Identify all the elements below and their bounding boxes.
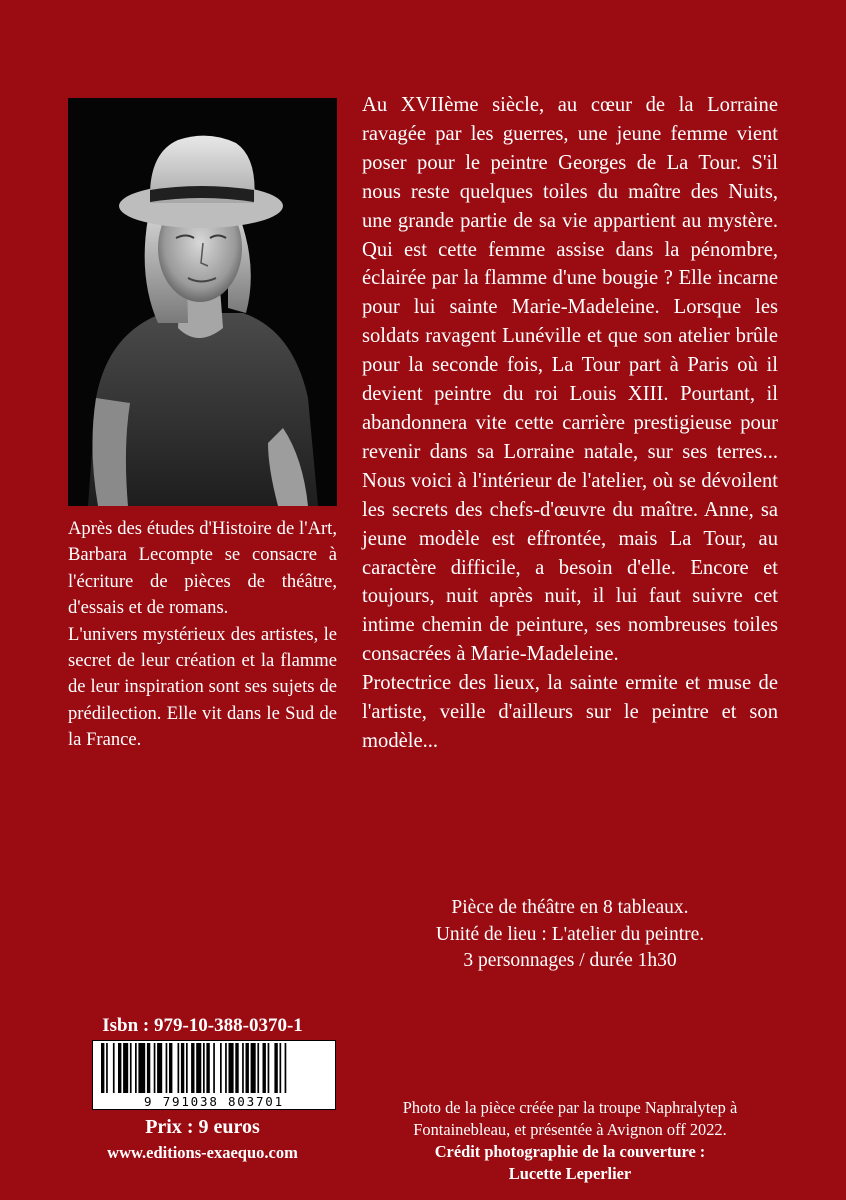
barcode-bars [93,1041,335,1095]
publisher-website: www.editions-exaequo.com [107,1143,298,1162]
play-info-line: Pièce de théâtre en 8 tableaux. [451,897,689,918]
barcode-bar [186,1043,188,1093]
author-portrait-illustration [68,98,337,506]
barcode-bar [246,1043,249,1093]
barcode-bar [225,1043,227,1093]
cover-credit-name: Lucette Leperlier [508,1164,632,1183]
barcode-bar [196,1043,201,1093]
barcode-bar [118,1043,121,1093]
barcode-bar [203,1043,205,1093]
play-info [362,895,778,975]
barcode-bar [130,1043,132,1093]
play-info-line: Unité de lieu : L'atelier du peintre. [435,923,705,945]
barcode-bar [268,1043,270,1093]
barcode-bar [274,1043,277,1093]
cover-credit-label: Crédit photographie de la couverture : [434,1142,706,1161]
barcode-bar [166,1043,168,1093]
barcode-bar [235,1043,238,1093]
barcode-bar [263,1043,266,1093]
photo-note: Photo de la pièce créée par la troupe Naphralytep à Fontainebleau, et présentée à Avignon off 2022. [402,1098,738,1139]
barcode-bar [229,1043,234,1093]
barcode-bar [157,1043,162,1093]
barcode-bar [106,1043,108,1093]
author-bio [68,516,337,754]
barcode-bar [181,1043,184,1093]
barcode-bar [123,1043,128,1093]
barcode-bar [285,1043,287,1093]
barcode-bar [191,1043,194,1093]
barcode-bar [113,1043,115,1093]
barcode-bar [135,1043,137,1093]
author-photo [68,98,337,506]
barcode-bar [251,1043,256,1093]
barcode-bar [138,1043,145,1093]
barcode-bar [213,1043,215,1093]
barcode-bar [280,1043,282,1093]
isbn-label: Isbn : 979-10-388-0370-1 [102,1015,303,1036]
barcode-bar [257,1043,259,1093]
author-bio-paragraph: L'univers mystérieux des artistes, le secret de leur création et la flamme de leur inspiration sont ses sujets de prédilection. Elle vit dans le Sud de la France. [68,623,337,751]
author-bio-paragraph: Après des études d'Histoire de l'Art, Barbara Lecompte se consacre à l'écriture de pièces de théâtre, d'essais et de romans. [68,518,337,619]
synopsis [362,91,778,756]
price: Prix : 9 euros [145,1116,260,1138]
play-info-line: 3 personnages / durée 1h30 [463,950,677,972]
barcode-bar [154,1043,156,1093]
barcode-bar [169,1043,172,1093]
synopsis-paragraph: Au XVIIème siècle, au cœur de la Lorraine ravagée par les guerres, une jeune femme vient poser pour le peintre Georges de La Tour. S'il nous reste quelques toiles du maître des Nuits, une grande partie de sa vie appartient au mystère. Qui est cette femme assise dans la pénombre, éclairée par la flamme d'une bougie ? Elle incarne pour lui sainte Marie-Madeleine. Lorsque les soldats ravagent Lunéville et que son atelier brûle pour la seconde fois, La Tour part à Paris où il devient peintre du roi Louis XIII. Pourtant, il abandonnera vite cette carrière prestigieuse pour revenir dans sa Lorraine natale, sur ses terres... Nous voici à l'intérieur de l'atelier, où se dévoilent les secrets des chefs-d'œuvre du maître. Anne, sa jeune modèle est effrontée, mais La Tour, au caractère difficile, a besoin d'elle. Encore et toujours, nuit après nuit, il lui faut suivre cet intime chemin de peinture, ses nombreuses toiles consacrées à Marie-Madeleine. [362,94,778,666]
barcode-bar [206,1043,209,1093]
barcode-bar [147,1043,150,1093]
barcode-bar [242,1043,244,1093]
barcode-digits: 9 791038 803701 [93,1095,335,1109]
barcode [92,1040,336,1110]
barcode-bar [101,1043,104,1093]
photo-credits [362,1097,778,1185]
barcode-bar [178,1043,180,1093]
synopsis-paragraph: Protectrice des lieux, la sainte ermite et muse de l'artiste, veille d'ailleurs sur le peintre et son modèle... [362,672,778,752]
barcode-bar [220,1043,222,1093]
